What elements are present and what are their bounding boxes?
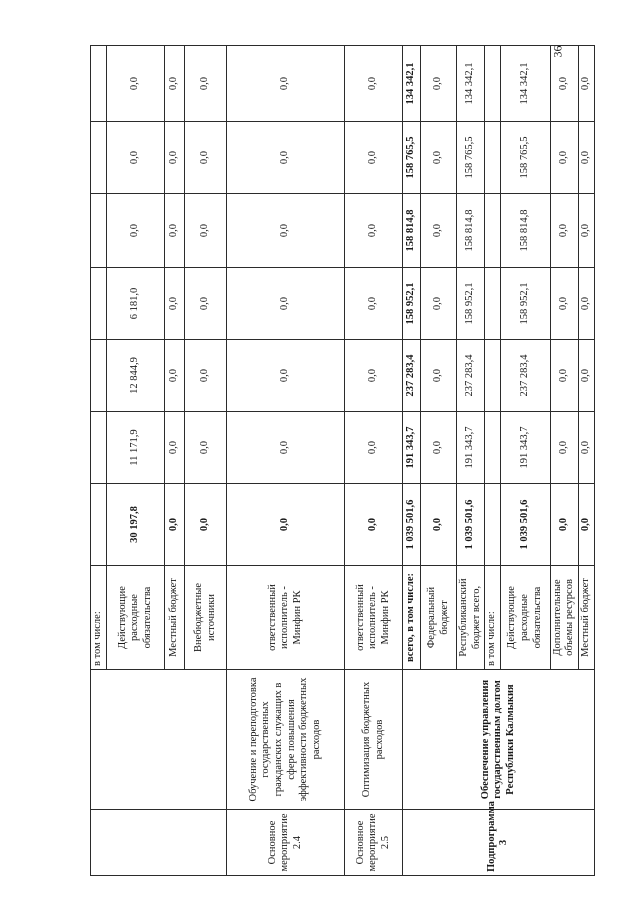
table-cell: 0,0 — [185, 412, 227, 484]
table-cell: 134 342,1 — [457, 46, 485, 122]
table-cell: 0,0 — [227, 46, 345, 122]
table-cell: 158 765,5 — [403, 122, 421, 194]
table-cell: 0,0 — [578, 268, 594, 340]
table-cell: ответственный исполнитель - Минфин РК — [227, 566, 345, 670]
table-cell: 1 039 501,6 — [457, 484, 485, 566]
table-row — [403, 46, 421, 876]
table-row — [227, 46, 345, 876]
table-cell: 237 283,4 — [500, 340, 550, 412]
table-cell: 0,0 — [227, 484, 345, 566]
table-cell: 0,0 — [107, 122, 165, 194]
table-cell: 0,0 — [107, 194, 165, 268]
table-cell: 158 814,8 — [500, 194, 550, 268]
table-cell: Основное мероприятие 2.5 — [345, 810, 403, 876]
table-cell: 30 197,8 — [107, 484, 165, 566]
table-cell: 12 844,9 — [107, 340, 165, 412]
table-cell: Обучение и переподготовка государственных гражданских служащих в сфере повышения эффективности бюджетных расходов — [227, 670, 345, 810]
table-cell: Дополнительные объемы ресурсов — [550, 566, 578, 670]
table-cell: 0,0 — [227, 340, 345, 412]
table-cell: всего, в том числе: — [403, 566, 421, 670]
table-cell: 0,0 — [550, 194, 578, 268]
table-cell: 0,0 — [578, 122, 594, 194]
table-cell: 0,0 — [578, 412, 594, 484]
table-cell: 158 814,8 — [457, 194, 485, 268]
table-cell: 0,0 — [107, 46, 165, 122]
table-cell: 0,0 — [578, 340, 594, 412]
table-cell: 0,0 — [550, 484, 578, 566]
table-cell: 0,0 — [345, 484, 403, 566]
table-cell: 0,0 — [165, 268, 185, 340]
table-cell — [91, 340, 107, 412]
table-cell: 1 039 501,6 — [500, 484, 550, 566]
table-cell: 0,0 — [421, 46, 457, 122]
table-cell: 0,0 — [578, 194, 594, 268]
table-cell: 237 283,4 — [457, 340, 485, 412]
table-cell: 0,0 — [165, 412, 185, 484]
table-cell: 0,0 — [345, 46, 403, 122]
table-cell: 0,0 — [578, 46, 594, 122]
table-cell — [91, 412, 107, 484]
table-cell: 0,0 — [550, 268, 578, 340]
table-cell: Действующие расходные обязательства — [500, 566, 550, 670]
table-cell — [91, 122, 107, 194]
table-cell: Основное мероприятие 2.4 — [227, 810, 345, 876]
table-cell: 0,0 — [421, 484, 457, 566]
table-cell: 0,0 — [165, 46, 185, 122]
table-cell: Подпрограмма 3 — [403, 810, 595, 876]
table-cell: в том числе: — [91, 566, 107, 670]
table-cell — [91, 670, 227, 810]
table-cell: 158 765,5 — [500, 122, 550, 194]
table-cell: 0,0 — [185, 340, 227, 412]
table-cell: 0,0 — [550, 122, 578, 194]
table-cell: Внебюджетные источники — [185, 566, 227, 670]
table-cell: 1 039 501,6 — [403, 484, 421, 566]
table-cell: 0,0 — [345, 122, 403, 194]
table-cell: 0,0 — [421, 340, 457, 412]
table-cell: 0,0 — [227, 194, 345, 268]
table-cell — [485, 194, 501, 268]
table-cell — [91, 268, 107, 340]
table-cell: 0,0 — [421, 412, 457, 484]
table-cell: 0,0 — [227, 412, 345, 484]
table-cell: 0,0 — [185, 268, 227, 340]
table-cell: 158 952,1 — [500, 268, 550, 340]
table-cell: 0,0 — [227, 122, 345, 194]
table-cell: 0,0 — [550, 412, 578, 484]
table-cell: 0,0 — [345, 194, 403, 268]
table-cell — [485, 340, 501, 412]
table-cell: 0,0 — [165, 194, 185, 268]
table-cell: Республиканский бюджет всего, — [457, 566, 485, 670]
table-cell: 0,0 — [345, 268, 403, 340]
table-cell: 0,0 — [421, 268, 457, 340]
table-cell: Местный бюджет — [578, 566, 594, 670]
table-row — [91, 46, 107, 876]
table-cell: 6 181,0 — [107, 268, 165, 340]
table-cell: 11 171,9 — [107, 412, 165, 484]
table-cell — [485, 484, 501, 566]
table-cell: Обеспечение управления государственным долгом Республики Калмыкия — [403, 670, 595, 810]
table-cell: 0,0 — [227, 268, 345, 340]
table-cell: в том числе: — [485, 566, 501, 670]
table-cell: Местный бюджет — [165, 566, 185, 670]
table-cell — [91, 46, 107, 122]
table-cell: 0,0 — [550, 340, 578, 412]
table-cell: 158 765,5 — [457, 122, 485, 194]
table-cell: 0,0 — [165, 122, 185, 194]
table-cell: Оптимизация бюджетных расходов — [345, 670, 403, 810]
table-cell — [485, 268, 501, 340]
budget-table — [90, 45, 595, 876]
table-cell: 191 343,7 — [500, 412, 550, 484]
table-cell: ответственный исполнитель - Минфин РК — [345, 566, 403, 670]
table-cell: 237 283,4 — [403, 340, 421, 412]
table-cell: 191 343,7 — [457, 412, 485, 484]
table-cell: 0,0 — [421, 194, 457, 268]
table-cell: 0,0 — [550, 46, 578, 122]
table-cell: Действующие расходные обязательства — [107, 566, 165, 670]
table-cell — [91, 810, 227, 876]
table-cell: 0,0 — [165, 484, 185, 566]
table-cell: 0,0 — [578, 484, 594, 566]
table-cell: 158 814,8 — [403, 194, 421, 268]
table-cell: 0,0 — [185, 122, 227, 194]
page-number: 36 — [550, 45, 565, 58]
table-cell: 0,0 — [345, 412, 403, 484]
table-cell: 0,0 — [185, 194, 227, 268]
table-cell: 0,0 — [185, 484, 227, 566]
table-cell: Федеральный бюджет — [421, 566, 457, 670]
table-cell: 0,0 — [345, 340, 403, 412]
table-cell: 134 342,1 — [403, 46, 421, 122]
table-cell: 0,0 — [165, 340, 185, 412]
table-cell — [485, 412, 501, 484]
table-cell: 134 342,1 — [500, 46, 550, 122]
table-row — [345, 46, 403, 876]
table-cell: 191 343,7 — [403, 412, 421, 484]
table-cell: 158 952,1 — [457, 268, 485, 340]
table-cell: 0,0 — [421, 122, 457, 194]
table-cell: 0,0 — [185, 46, 227, 122]
table-cell — [485, 122, 501, 194]
table-cell: 158 952,1 — [403, 268, 421, 340]
table-cell — [91, 194, 107, 268]
table-cell — [485, 46, 501, 122]
table-cell — [91, 484, 107, 566]
budget-table-body — [91, 46, 595, 876]
